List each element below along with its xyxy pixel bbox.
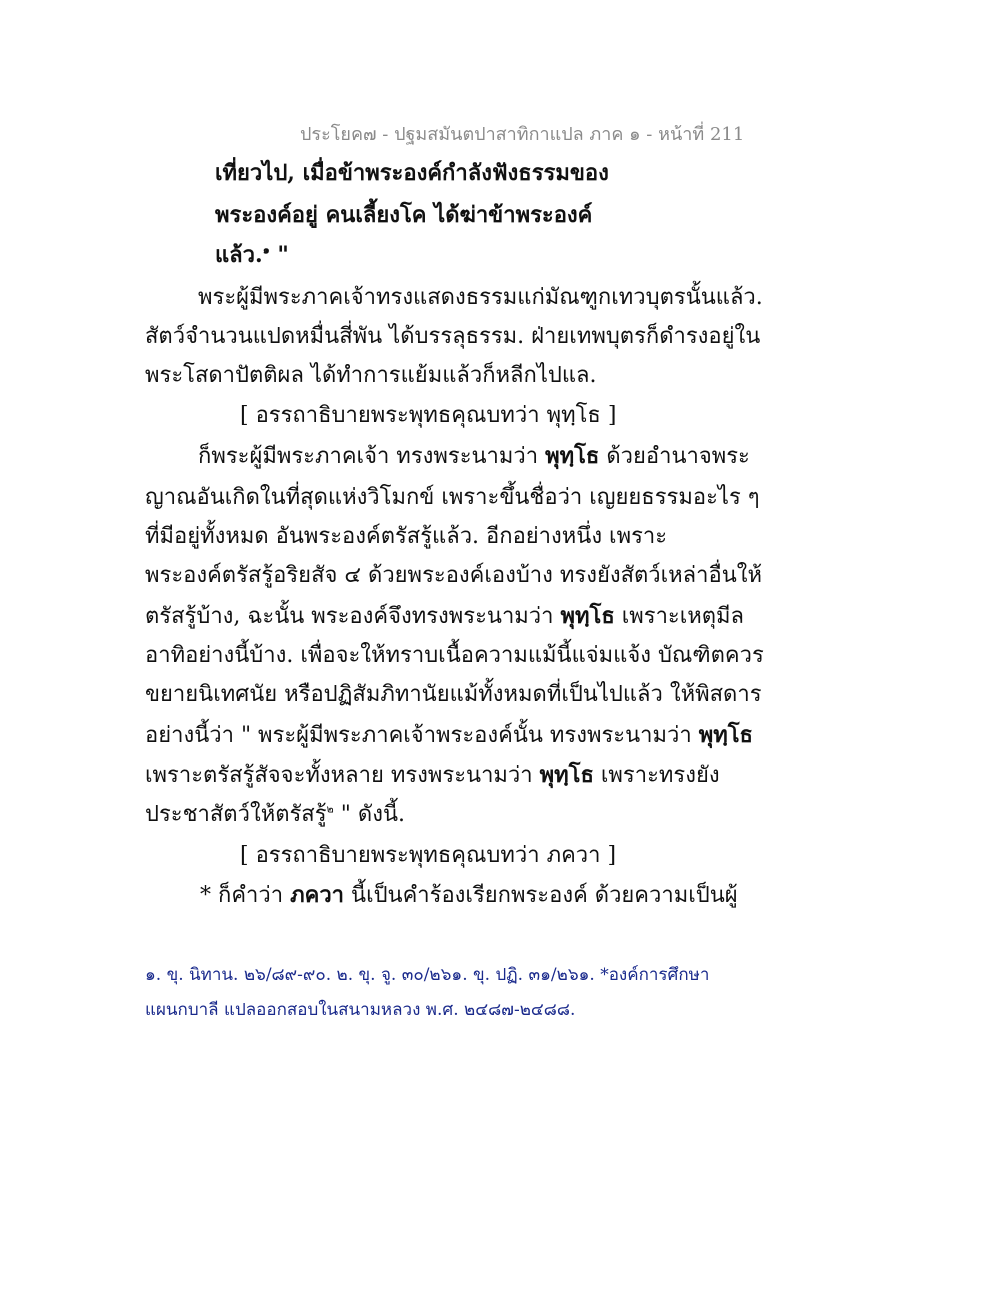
para2-line-9-c: เพราะทรงยัง xyxy=(593,763,720,788)
para3-c: นี้เป็นคำร้องเรียกพระองค์ ด้วยความเป็นผู้ xyxy=(344,883,738,908)
para3-a: * ก็คำว่า xyxy=(200,883,291,908)
para2-line-6: อาทิอย่างนี้บ้าง. เพื่อจะให้ทราบเนื้อความแม้นี้แจ่มแจ้ง บัณฑิตควร xyxy=(145,643,764,668)
verse-line-3 xyxy=(215,240,289,270)
footnote-ref-1: ๑ xyxy=(262,243,270,257)
para2-line-8 xyxy=(145,720,753,751)
para2-line-1-c: ด้วยอำนาจพระ xyxy=(599,444,750,469)
term-buddho: พุทฺโธ xyxy=(560,603,615,629)
para2-line-7: ขยายนิเทศนัย หรือปฏิสัมภิทานัยแม้ทั้งหมดที่เป็นไปแล้ว ให้พิสดาร xyxy=(145,682,762,707)
para2-line-5-a: ตรัสรู้บ้าง, ฉะนั้น พระองค์จึงทรงพระนามว่า xyxy=(145,604,561,629)
verse-line-1: เที่ยวไป, เมื่อข้าพระองค์กำลังฟังธรรมของ xyxy=(215,160,609,186)
para2-line-3: ที่มีอยู่ทั้งหมด อันพระองค์ตรัสรู้แล้ว. อีกอย่างหนึ่ง เพราะ xyxy=(145,524,668,549)
term-buddho: พุทฺโธ xyxy=(698,722,753,748)
para2-line-5 xyxy=(145,601,744,632)
para2-line-9 xyxy=(145,760,720,791)
page-header: ประโยค๗ - ปฐมสมันตปาสาทิกาแปล ภาค ๑ - หน้าที่ 211 xyxy=(300,124,745,145)
term-buddho: พุทฺโธ xyxy=(545,443,600,469)
para2-line-4: พระองค์ตรัสรู้อริยสัจ ๔ ด้วยพระองค์เองบ้าง ทรงยังสัตว์เหล่าอื่นให้ xyxy=(145,563,763,588)
term-buddho: พุทฺโธ xyxy=(539,762,594,788)
para2-line-5-c: เพราะเหตุมีล xyxy=(614,604,745,629)
para2-line-10-a: ประชาสัตว์ให้ตรัสรู้ xyxy=(145,802,327,827)
para1-line-3: พระโสดาปัตติผล ได้ทำการแย้มแล้วก็หลีกไปแล. xyxy=(145,363,597,388)
footnote-line-2: แผนกบาลี แปลออกสอบในสนามหลวง พ.ศ. ๒๔๘๗-๒๔๘๘. xyxy=(145,1000,576,1020)
para1-line-2: สัตว์จำนวนแปดหมื่นสี่พัน ได้บรรลุธรรม. ฝ่ายเทพบุตรก็ดำรงอยู่ใน xyxy=(145,324,761,349)
para2-line-2: ญาณอันเกิดในที่สุดแห่งวิโมกข์ เพราะขึ้นชื่อว่า เญยยธรรมอะไร ๆ xyxy=(145,485,760,510)
para1-line-1: พระผู้มีพระภาคเจ้าทรงแสดงธรรมแก่มัณฑูกเทวบุตรนั้นแล้ว. xyxy=(198,285,763,310)
section-heading-bhagava: [ อรรถาธิบายพระพุทธคุณบทว่า ภควา ] xyxy=(240,843,617,868)
footnote-ref-2: ๒ xyxy=(326,802,334,816)
para2-line-1-a: ก็พระผู้มีพระภาคเจ้า ทรงพระนามว่า xyxy=(198,444,546,469)
para3-line-1 xyxy=(200,880,738,911)
verse-line-3-quote: " xyxy=(269,242,289,268)
footnote-line-1: ๑. ขุ. นิทาน. ๒๖/๘๙-๙๐. ๒. ขุ. จู. ๓๐/๒๖๑. ขุ. ปฏิ. ๓๑/๒๖๑. *องค์การศึกษา xyxy=(145,965,710,985)
para2-line-9-a: เพราะตรัสรู้สัจจะทั้งหลาย ทรงพระนามว่า xyxy=(145,763,540,788)
para2-line-10 xyxy=(145,800,405,830)
verse-line-3-text: แล้ว. xyxy=(215,242,263,268)
verse-line-2: พระองค์อยู่ คนเลี้ยงโค ได้ฆ่าข้าพระองค์ xyxy=(215,202,593,228)
term-bhagava: ภควา xyxy=(290,882,345,908)
para2-line-8-a: อย่างนี้ว่า " พระผู้มีพระภาคเจ้าพระองค์นั้น ทรงพระนามว่า xyxy=(145,723,699,748)
section-heading-buddho: [ อรรถาธิบายพระพุทธคุณบทว่า พุทฺโธ ] xyxy=(240,403,617,428)
para2-line-1 xyxy=(198,441,750,472)
para2-line-10-b: " ดังนี้. xyxy=(333,802,405,827)
